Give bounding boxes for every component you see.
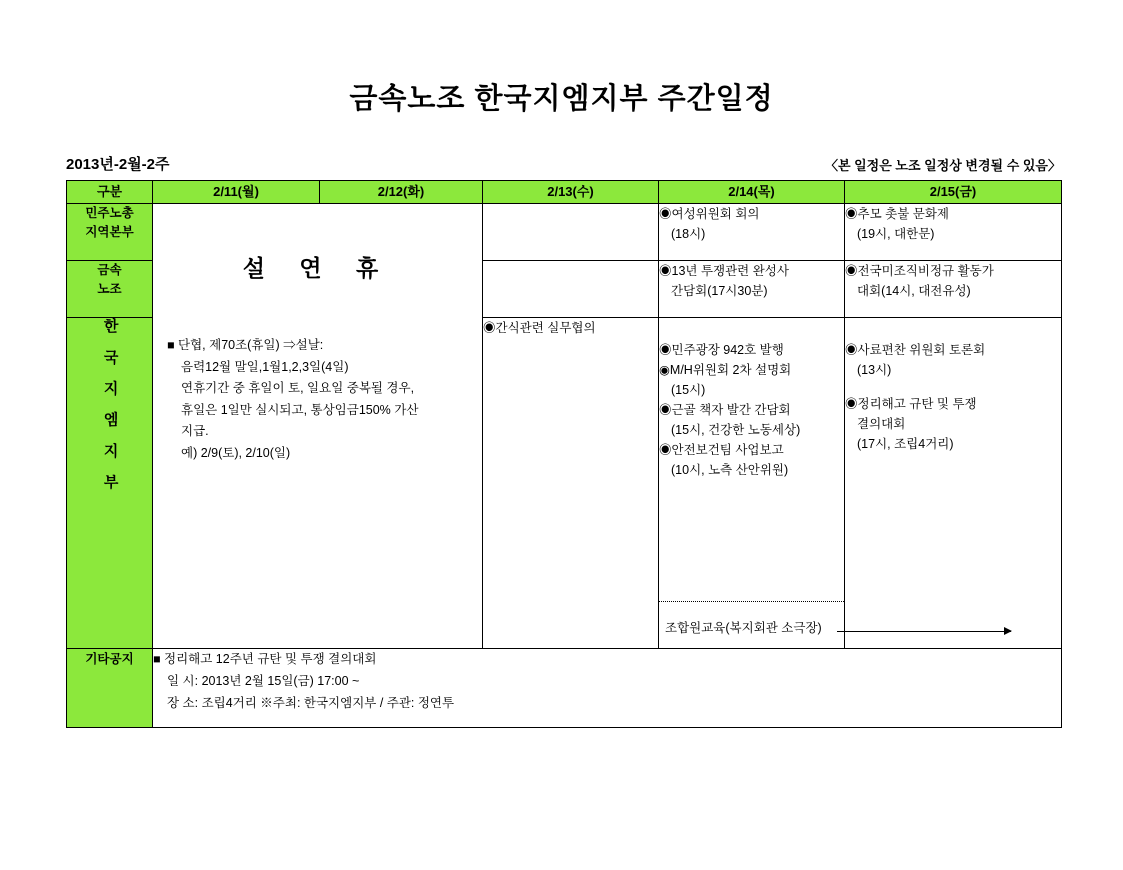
- event-line: (15시, 건강한 노동세상): [671, 423, 801, 437]
- schedule-table: [66, 180, 1062, 728]
- event-line: ◉근골 책자 발간 간담회: [659, 403, 791, 417]
- education-label: 조합원교육(복지회관 소극장): [665, 621, 822, 635]
- col-header-thu: 2/14(목): [659, 181, 845, 204]
- holiday-note: [153, 283, 482, 464]
- page-title: 금속노조 한국지엠지부 주간일정: [349, 83, 774, 115]
- table-row: [67, 649, 1062, 728]
- event-line: 간담회(17시30분): [671, 284, 768, 298]
- event-line: (17시, 조립4거리): [857, 437, 954, 451]
- event-line: ◉여성위원회 회의: [659, 207, 760, 221]
- event-line: ◉민주광장 942호 발행: [659, 343, 784, 357]
- subheader: [0, 153, 1123, 174]
- holiday-note-line: 예) 2/9(토), 2/10(일): [181, 445, 291, 460]
- table-row: [67, 204, 1062, 261]
- event-line: ◉안전보건팀 사업보고: [659, 443, 784, 457]
- document-page: [0, 76, 1123, 870]
- holiday-cell: [153, 204, 483, 649]
- event-line: (15시): [671, 383, 706, 397]
- event-line: ◉간식관련 실무협의: [483, 321, 596, 335]
- event-line: (19시, 대한문): [857, 227, 935, 241]
- cell-branch-thu: [659, 318, 845, 649]
- event-line: 대회(14시, 대전유성): [857, 284, 971, 298]
- event-line: ◉정리해고 규탄 및 투쟁: [845, 397, 977, 411]
- row-label-vertical-text: 한 국 지 엠 지 부: [101, 318, 119, 495]
- col-header-wed: 2/13(수): [483, 181, 659, 204]
- cell-minju-fri: [845, 204, 1062, 261]
- row-label-line1: 금속: [97, 263, 122, 277]
- col-header-tue: 2/12(화): [320, 181, 483, 204]
- event-line: (18시): [671, 227, 706, 241]
- table-header-row: [67, 181, 1062, 204]
- arrow-icon: [837, 631, 1011, 632]
- event-line: (10시, 노측 산안위원): [671, 463, 789, 477]
- holiday-note-line: 휴일은 1일만 실시되고, 통상임금150% 가산: [181, 402, 419, 417]
- col-header-fri: 2/15(금): [845, 181, 1062, 204]
- row-label-minjunochong: [67, 204, 153, 261]
- holiday-note-line: 연휴기간 중 휴일이 토, 일요일 중복될 경우,: [181, 381, 415, 395]
- event-line: ◉사료편찬 위원회 토론회: [845, 343, 986, 357]
- event-spacer: [845, 380, 1061, 394]
- cell-geumsok-wed: [483, 261, 659, 318]
- cell-etc-notice: [153, 649, 1062, 728]
- cell-geumsok-fri: [845, 261, 1062, 318]
- event-line: ◉M/H위원회 2차 설명회: [659, 363, 792, 377]
- cell-minju-wed: [483, 204, 659, 261]
- row-label-line1: 민주노총: [85, 206, 134, 220]
- holiday-title: 설 연 휴: [242, 255, 393, 281]
- notice-line: ■ 정리해고 12주년 규탄 및 투쟁 결의대회: [153, 652, 377, 666]
- cell-branch-fri: [845, 318, 1062, 649]
- row-label-branch: [67, 318, 153, 649]
- cell-branch-wed: [483, 318, 659, 649]
- col-header-mon: 2/11(월): [153, 181, 320, 204]
- col-header-category: 구분: [67, 181, 153, 204]
- divider: [659, 601, 844, 602]
- event-line: (13시): [857, 363, 892, 377]
- period-label: 2013년-2월-2주: [66, 156, 170, 173]
- row-label-etc: 기타공지: [67, 649, 153, 728]
- event-line: 결의대회: [857, 417, 906, 431]
- event-line: ◉13년 투쟁관련 완성사: [659, 264, 789, 278]
- holiday-note-line: 지급.: [181, 424, 209, 438]
- notice-line: 장 소: 조립4거리 ※주최: 한국지엠지부 / 주관: 정연투: [167, 695, 455, 710]
- holiday-note-line: 음력12월 말일,1월1,2,3일(4일): [181, 359, 349, 374]
- disclaimer-note: 〈본 일정은 노조 일정상 변경될 수 있음〉: [824, 158, 1061, 173]
- holiday-note-line: ■ 단협, 제70조(휴일) ⇒설날:: [167, 338, 324, 352]
- event-line: ◉전국미조직비정규 활동가: [845, 264, 994, 278]
- cell-minju-thu: [659, 204, 845, 261]
- schedule-table-wrapper: [66, 180, 1061, 728]
- row-label-line2: 지역본부: [85, 224, 134, 239]
- row-label-geumsok: [67, 261, 153, 318]
- event-line: ◉추모 촛불 문화제: [845, 207, 949, 221]
- row-label-line2: 노조: [97, 281, 122, 296]
- notice-line: 일 시: 2013년 2월 15일(금) 17:00 ~: [167, 673, 360, 688]
- cell-geumsok-thu: [659, 261, 845, 318]
